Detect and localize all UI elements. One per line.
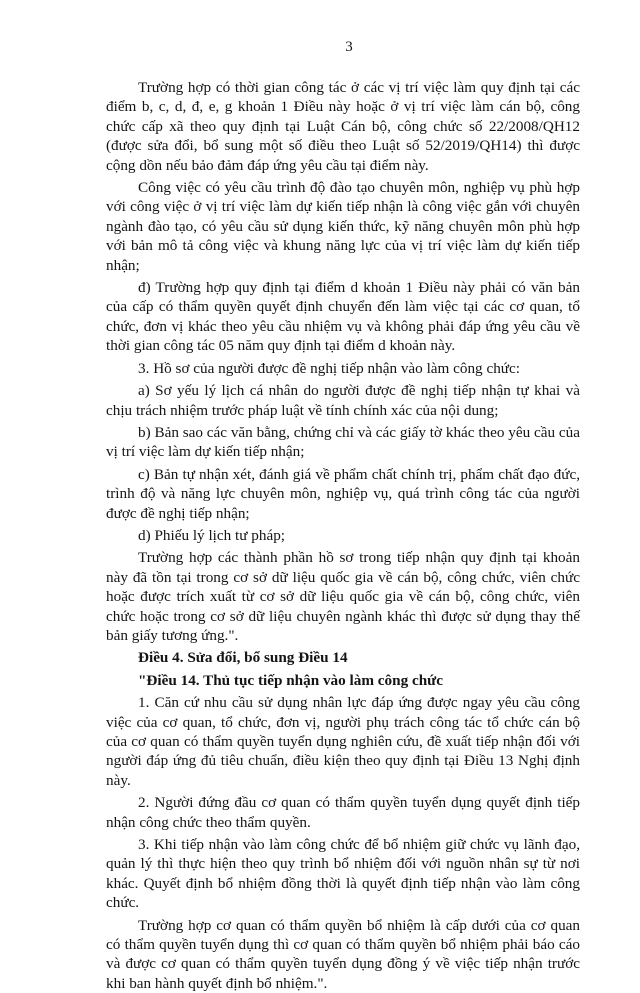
paragraph-database-substitution: Trường hợp các thành phần hồ sơ trong tiếp nhận quy định tại khoản này đã tồn tại trong cơ sở dữ liệu quốc gia về cán bộ, công chức, viên chức hoặc được trích xuất từ cơ sở dữ liệu quốc gia về cán bộ, công chức, viên chức hoặc trong cơ sở dữ liệu chuyên ngành khác thì được sử dụng thay thế bản giấy tương ứng.". xyxy=(106,549,580,644)
paragraph-dossier-b: b) Bản sao các văn bằng, chứng chỉ và các giấy tờ khác theo yêu cầu của vị trí việc làm dự kiến tiếp nhận; xyxy=(106,423,580,461)
paragraph-point-dd: đ) Trường hợp quy định tại điểm d khoản 1 Điều này phải có văn bản của cấp có thẩm quyền quyết định chuyển đến làm việc tại các cơ quan, tổ chức, đơn vị khác theo yêu cầu nhiệm vụ và không phải đáp ứng yêu cầu về thời gian công tác 05 năm quy định tại điểm d khoản này. xyxy=(106,279,580,355)
article-14-clause-3: 3. Khi tiếp nhận vào làm công chức để bổ nhiệm giữ chức vụ lãnh đạo, quản lý thì thực hiện theo quy trình bổ nhiệm đối với nguồn nhân sự từ nơi khác. Quyết định bổ nhiệm đồng thời là quyết định tiếp nhận vào làm công chức. xyxy=(106,836,580,912)
article-14-clause-3-subordinate: Trường hợp cơ quan có thẩm quyền bổ nhiệm là cấp dưới của cơ quan có thẩm quyền tuyển dụng thì cơ quan có thẩm quyền bổ nhiệm phải báo cáo và được cơ quan có thẩm quyền tuyển dụng đồng ý về việc tiếp nhận trước khi ban hành quyết định bổ nhiệm.". xyxy=(106,916,580,992)
paragraph-dossier-d: d) Phiếu lý lịch tư pháp; xyxy=(138,526,286,544)
paragraph-dossier-a: a) Sơ yếu lý lịch cá nhân do người được đề nghị tiếp nhận tự khai và chịu trách nhiệm trước pháp luật về tính chính xác của nội dung; xyxy=(106,382,580,419)
article-14-clause-1: 1. Căn cứ nhu cầu sử dụng nhân lực đáp ứng được ngay yêu cầu công việc của cơ quan, tổ chức, đơn vị, người phụ trách công tác tổ chức cán bộ của cơ quan có thẩm quyền tuyển dụng nghiên cứu, đề xuất tiếp nhận đối với người đáp ứng đủ tiêu chuẩn, điều kiện theo quy định tại Điều 13 Nghị định này. xyxy=(106,694,580,789)
paragraph-dossier-c: c) Bản tự nhận xét, đánh giá về phẩm chất chính trị, phẩm chất đạo đức, trình độ và năng lực chuyên môn, nghiệp vụ, quá trình công tác của người được đề nghị tiếp nhận; xyxy=(106,465,580,522)
paragraph-job-requirements: Công việc có yêu cầu trình độ đào tạo chuyên môn, nghiệp vụ phù hợp với công việc ở vị trí việc làm dự kiến tiếp nhận là công việc gắn với chuyên ngành đào tạo, có yêu cầu sử dụng kiến thức, kỹ năng chuyên môn phù hợp với bản mô tả công việc và khung năng lực của vị trí việc làm dự kiến tiếp nhận; xyxy=(106,179,580,274)
article-14-heading: "Điều 14. Thủ tục tiếp nhận vào làm công chức xyxy=(138,671,444,689)
article-14-clause-2: 2. Người đứng đầu cơ quan có thẩm quyền tuyển dụng quyết định tiếp nhận công chức theo thẩm quyền. xyxy=(106,794,580,831)
paragraph-dossier-heading: 3. Hồ sơ của người được đề nghị tiếp nhận vào làm công chức: xyxy=(138,359,520,377)
article-4-heading: Điều 4. Sửa đổi, bổ sung Điều 14 xyxy=(138,649,348,667)
paragraph-working-time: Trường hợp có thời gian công tác ở các vị trí việc làm quy định tại các điểm b, c, d, đ, e, g khoản 1 Điều này hoặc ở vị trí việc làm cán bộ, công chức cấp xã theo quy định tại Luật Cán bộ, công chức số 22/2008/QH12 (được sửa đổi, bổ sung một số điều theo Luật số 52/2019/QH14) thì được cộng dồn nếu bảo đảm đáp ứng yêu cầu tại điểm này. xyxy=(106,79,580,174)
page-number: 3 xyxy=(345,39,353,55)
